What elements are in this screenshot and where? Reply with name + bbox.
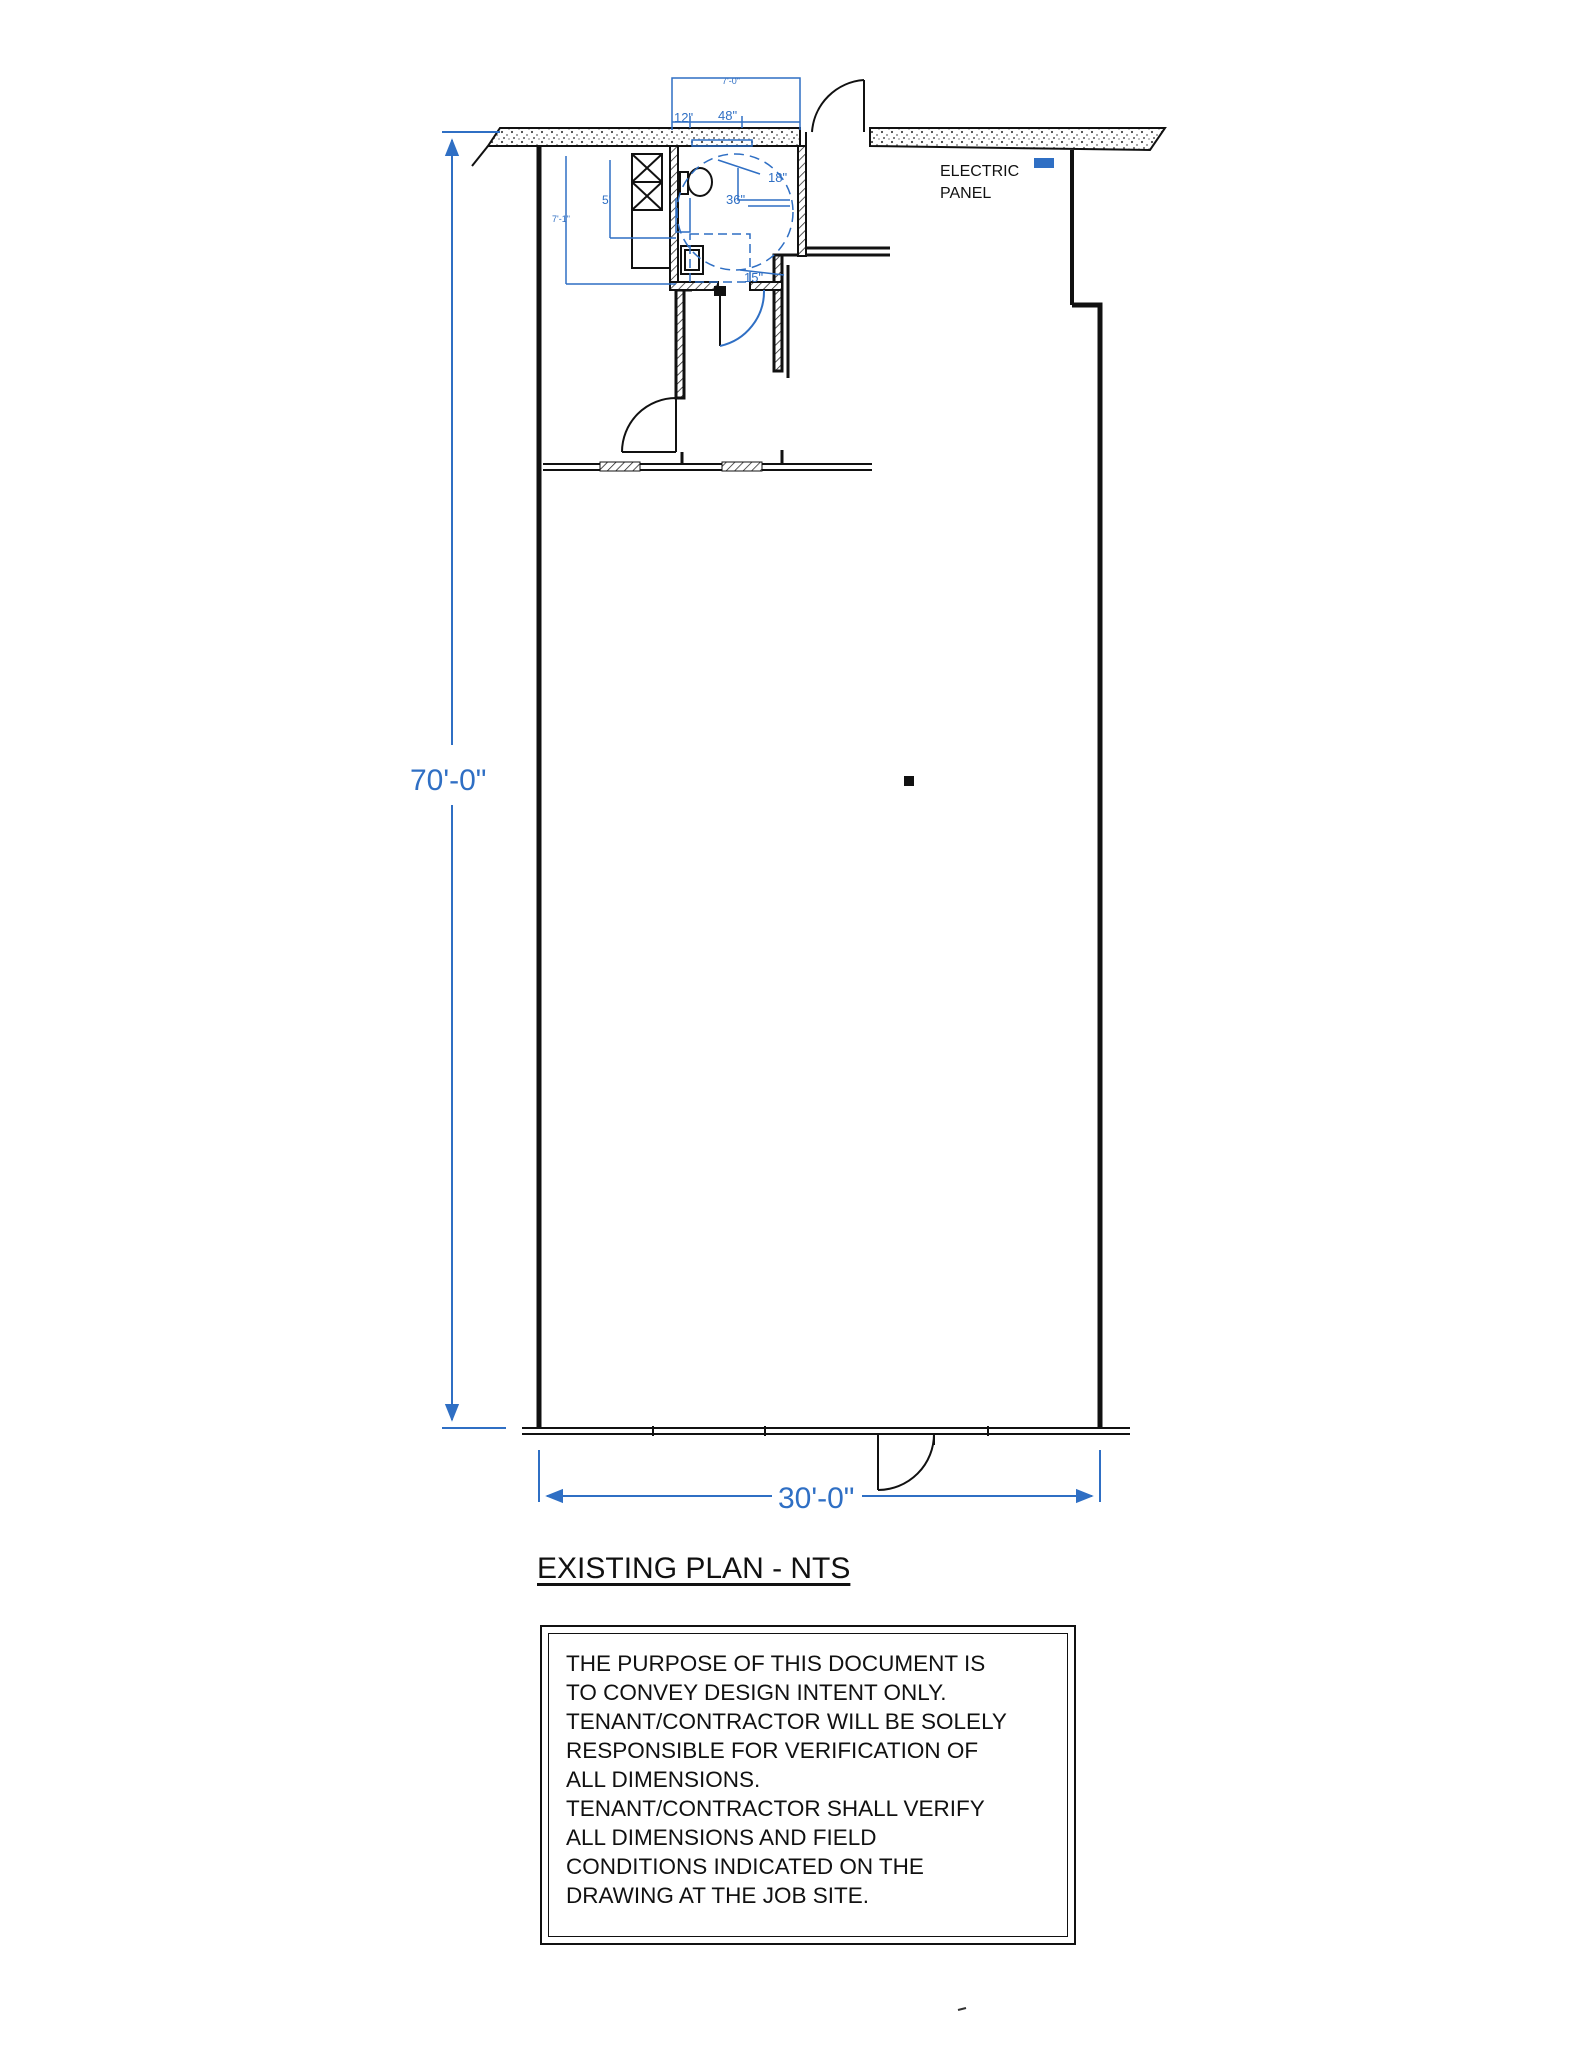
back-partition-wall (543, 450, 872, 471)
corridor-door (622, 398, 676, 452)
notes-line: TO CONVEY DESIGN INTENT ONLY. (566, 1680, 947, 1705)
depth-dimension-label: 70'-0" (410, 764, 487, 797)
dim-5-label: 5' (602, 193, 611, 207)
top-exterior-wall (472, 128, 1165, 166)
width-dimension-label: 30'-0" (778, 1482, 855, 1515)
dim-7-1-label: 7'-1" (552, 214, 570, 224)
restroom-door (714, 286, 764, 346)
notes-line: RESPONSIBLE FOR VERIFICATION OF (566, 1738, 979, 1763)
notes-line: THE PURPOSE OF THIS DOCUMENT IS (566, 1651, 986, 1676)
plan-title: EXISTING PLAN - NTS (537, 1552, 851, 1585)
notes-line: TENANT/CONTRACTOR SHALL VERIFY (566, 1796, 985, 1821)
dim-15-label: 15" (744, 270, 764, 285)
column-marker (904, 776, 914, 786)
notes-line: DRAWING AT THE JOB SITE. (566, 1883, 869, 1908)
back-door (806, 80, 870, 146)
notes-line: ALL DIMENSIONS AND FIELD (566, 1825, 877, 1850)
dim-18-label: 18" (768, 170, 788, 185)
scan-mark (958, 2008, 966, 2010)
notes-line: ALL DIMENSIONS. (566, 1767, 761, 1792)
notes-text (566, 1649, 1007, 1910)
electric-label: ELECTRIC (940, 163, 1020, 180)
perimeter-walls (539, 146, 1100, 1428)
entry-door (878, 1434, 934, 1490)
disclaimer-notes-box (540, 1625, 1076, 1945)
dim-48-label: 48" (718, 108, 738, 123)
dim-12-label: 12" (674, 110, 694, 125)
storefront-wall (522, 1426, 1130, 1436)
notes-line: TENANT/CONTRACTOR WILL BE SOLELY (566, 1709, 1007, 1734)
panel-label: PANEL (940, 185, 992, 202)
corridor-walls (676, 248, 890, 398)
electric-panel-label (940, 163, 1019, 202)
notes-line: CONDITIONS INDICATED ON THE (566, 1854, 924, 1879)
dim-36-label: 36" (726, 192, 746, 207)
dim-7-0-label: 7'-0" (722, 76, 740, 86)
